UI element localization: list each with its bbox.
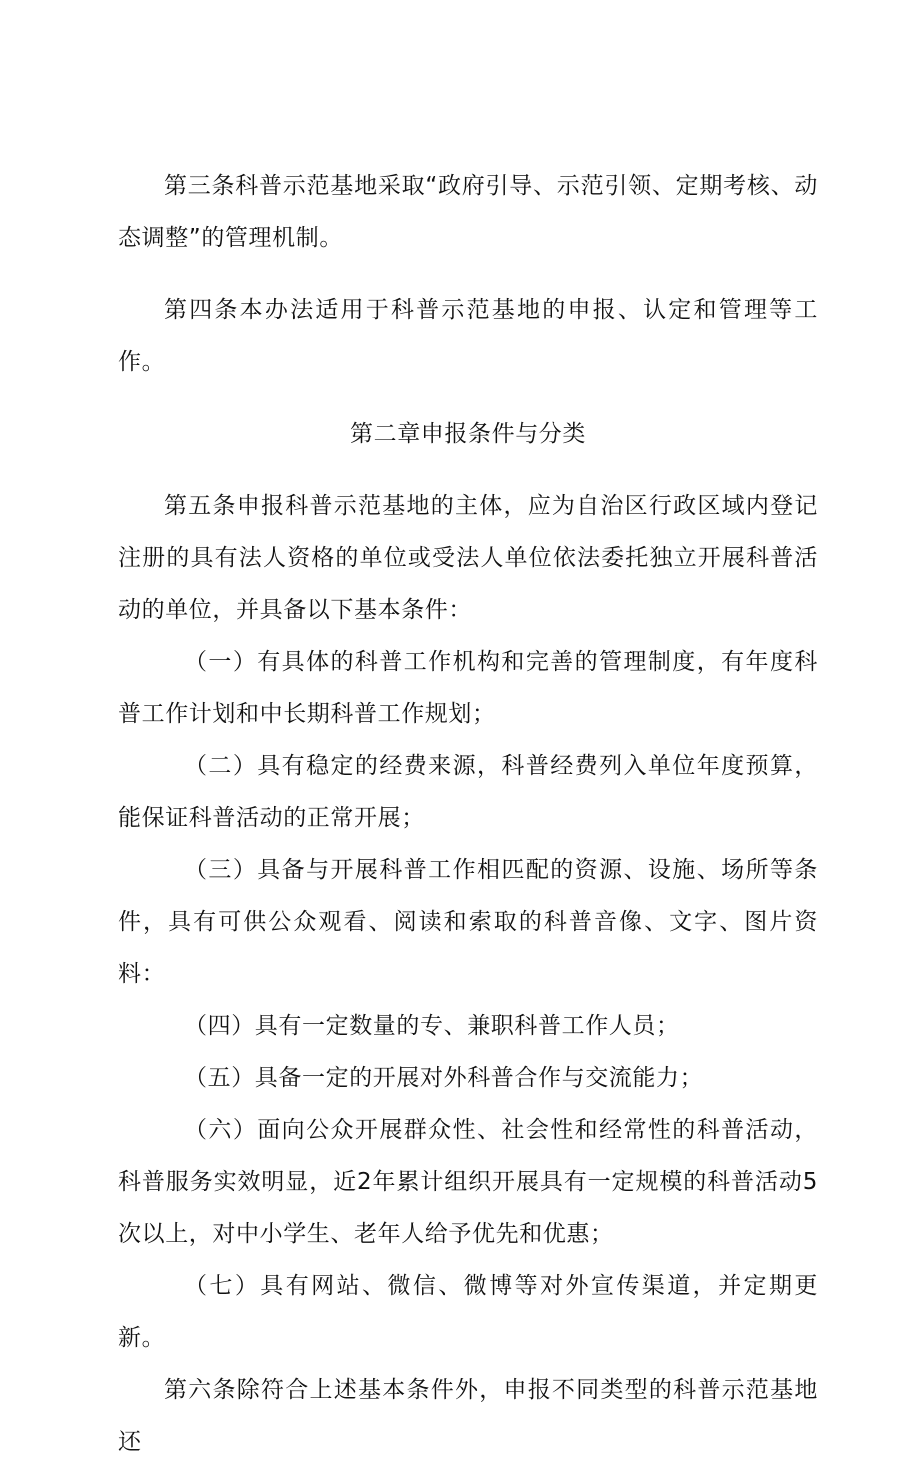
article-3: 第三条科普示范基地采取“政府引导、示范引领、定期考核、动态调整”的管理机制。	[118, 173, 818, 251]
article-6-partial: 第六条除符合上述基本条件外，申报不同类型的科普示范基地还	[118, 1377, 818, 1455]
condition-item-1: （一）有具体的科普工作机构和完善的管理制度，有年度科普工作计划和中长期科普工作规划；	[118, 649, 818, 727]
chapter-2-title: 第二章申报条件与分类	[350, 421, 586, 447]
condition-item-7: （七）具有网站、微信、微博等对外宣传渠道，并定期更新。	[118, 1273, 818, 1351]
condition-item-3: （三）具备与开展科普工作相匹配的资源、设施、场所等条件，具有可供公众观看、阅读和索取的科普音像、文字、图片资料：	[118, 857, 818, 987]
article-5: 第五条申报科普示范基地的主体，应为自治区行政区域内登记注册的具有法人资格的单位或受法人单位依法委托独立开展科普活动的单位，并具备以下基本条件：	[118, 493, 818, 623]
condition-item-5: （五）具备一定的开展对外科普合作与交流能力；	[184, 1065, 704, 1091]
condition-item-2: （二）具有稳定的经费来源，科普经费列入单位年度预算，能保证科普活动的正常开展；	[118, 753, 818, 831]
condition-item-4: （四）具有一定数量的专、兼职科普工作人员；	[184, 1013, 680, 1039]
article-4: 第四条本办法适用于科普示范基地的申报、认定和管理等工作。	[118, 297, 818, 375]
document-body	[118, 160, 818, 1468]
condition-item-6: （六）面向公众开展群众性、社会性和经常性的科普活动，科普服务实效明显，近2年累计组织开展具有一定规模的科普活动5次以上，对中小学生、老年人给予优先和优惠；	[118, 1117, 818, 1247]
